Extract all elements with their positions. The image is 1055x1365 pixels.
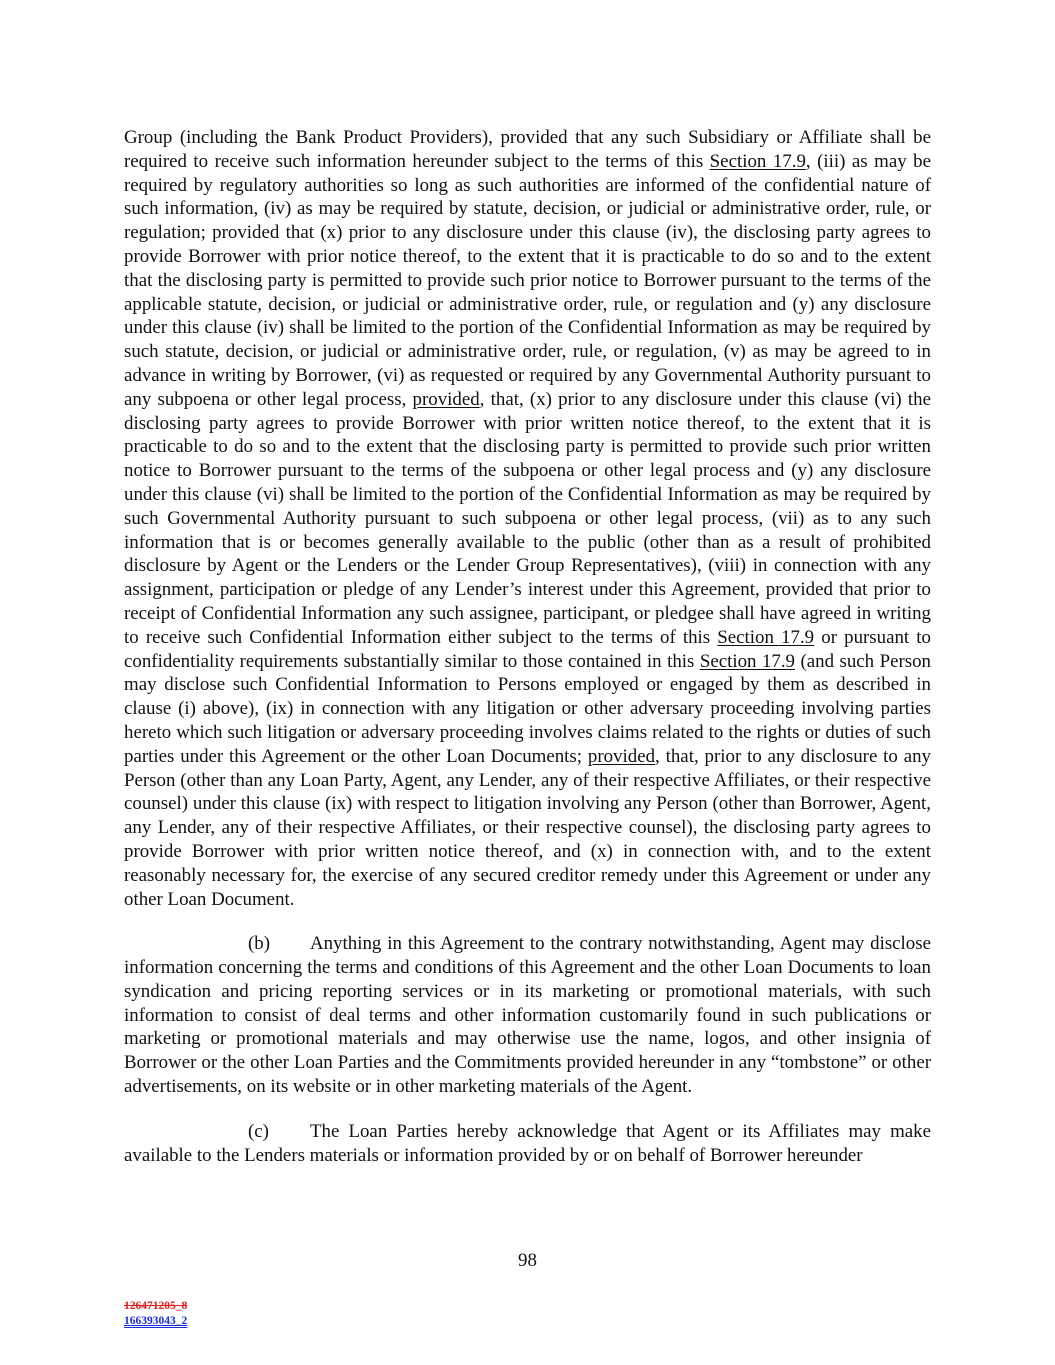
document-body [124, 126, 931, 1167]
document-id-footer [124, 1299, 187, 1329]
text-run: Group (including the Bank Product Providers), provided that any such Subsidiary or Affiliate shall be required to receive such information hereunder subject to the terms of this [124, 127, 931, 172]
paragraph-marker: (c) [248, 1120, 269, 1142]
text-run: (and such Person may disclose such Confidential Information to Persons employed or engaged by them as described in clause (i) above), (ix) in connection with any litigation or other adversary proceeding involving parties hereto which such litigation or adversary proceeding involves claims related to the rights or duties of such parties under this Agreement or the other Loan Documents; [124, 650, 931, 767]
section-reference: Section 17.9 [709, 150, 806, 172]
text-run: , that, prior to any disclosure to any Person (other than any Loan Party, Agent, any Lender, any of their respective Affiliates, or their respective counsel) under this clause (ix) with respect to litigation involving any Person (other than Borrower, Agent, any Lender, any of their respective Affiliates, or their respective counsel), the disclosing party agrees to provide Borrower with prior written notice thereof, and (x) in connection with, and to the extent reasonably necessary for, the exercise of any secured creditor remedy under this Agreement or under any other Loan Document. [124, 745, 931, 910]
paragraph-marker: (b) [248, 933, 271, 955]
inserted-document-id: 166393043_2 [124, 1315, 188, 1327]
paragraph-text: The Loan Parties hereby acknowledge that Agent or its Affiliates may make available to the Lenders materials or information provided by or on behalf of Borrower hereunder [124, 1120, 931, 1166]
provided-term: provided [587, 745, 656, 767]
text-run: , that, (x) prior to any disclosure under this clause (vi) the disclosing party agrees to provide Borrower with prior written notice thereof, to the extent that it is practicable to do so and to the extent that the disclosing party is permitted to provide such prior written notice to Borrower pursuant to the terms of the subpoena or other legal process and (y) any disclosure under this clause (vi) shall be limited to the portion of the Confidential Information as may be required by such Governmental Authority pursuant to such subpoena or other legal process, (vii) as to any such information that is or becomes generally available to the public (other than as a result of prohibited disclosure by Agent or the Lenders or the Lender Group Representatives), (viii) in connection with any assignment, participation or pledge of any Lender’s interest under this Agreement, provided that prior to receipt of Confidential Information any such assignee, participant, or pledgee shall have agreed in writing to receive such Confidential Information either subject to the terms of this [124, 388, 931, 648]
provided-term: provided [412, 388, 480, 410]
paragraph-c [124, 1120, 931, 1168]
paragraph-lead [124, 933, 310, 954]
text-run: , (iii) as may be required by regulatory authorities so long as such authorities are informed of the confidential nature of such information, (iv) as may be required by statute, decision, or judicial or administrative order, rule, or regulation; provided that (x) prior to any disclosure under this clause (iv), the disclosing party agrees to provide Borrower with prior notice thereof, to the extent that it is practicable to do so and to the extent that the disclosing party is permitted to provide such prior notice to Borrower pursuant to the terms of the applicable statute, decision, or judicial or administrative order, rule, or regulation and (y) any disclosure under this clause (iv) shall be limited to the portion of the Confidential Information as may be required by such statute, decision, or judicial or administrative order, rule, or regulation, (v) as may be agreed to in advance in writing by Borrower, (vi) as requested or required by any Governmental Authority pursuant to any subpoena or other legal process, [124, 150, 931, 410]
paragraph-text: Anything in this Agreement to the contrary notwithstanding, Agent may disclose information concerning the terms and conditions of this Agreement and the other Loan Documents to loan syndication and pricing reporting services or in its marketing or promotional materials, with such information to consist of deal terms and other information customarily found in such publications or marketing or promotional materials and may otherwise use the name, logos, and other insignia of Borrower or the other Loan Parties and the Commitments provided hereunder in any “tombstone” or other advertisements, on its website or in other marketing materials of the Agent. [124, 933, 931, 1098]
paragraph-lead [124, 1121, 310, 1142]
text-run: or pursuant to confidentiality requirements substantially similar to those contained in this [124, 626, 931, 672]
paragraph-b [124, 932, 931, 1099]
page-number: 98 [518, 1250, 537, 1271]
paragraph-continuation [124, 126, 931, 911]
section-reference: Section 17.9 [717, 626, 815, 648]
section-reference: Section 17.9 [699, 650, 796, 672]
deleted-document-id: 126471205_8 [124, 1300, 188, 1312]
